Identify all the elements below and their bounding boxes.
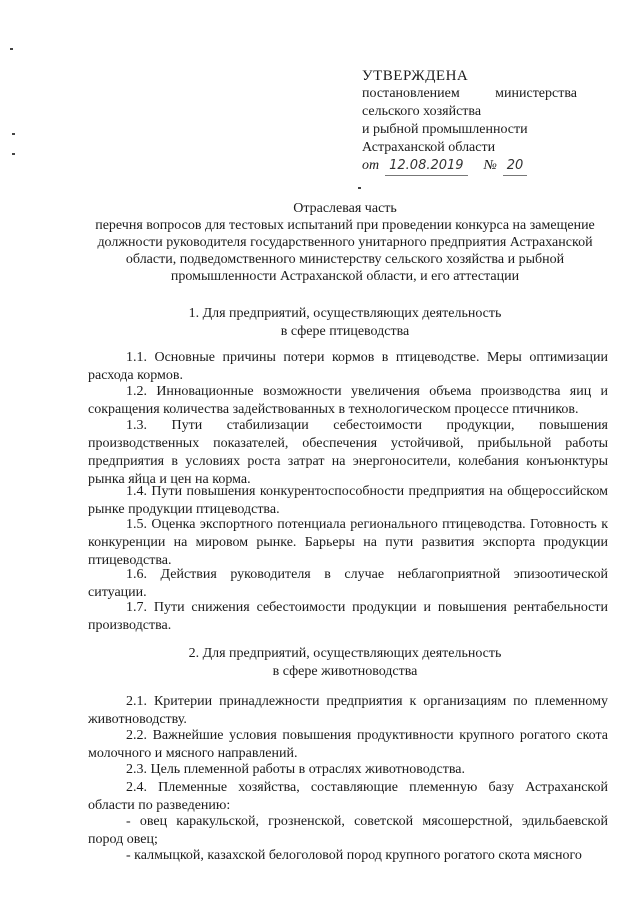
item-text: 1.5. Оценка экспортного потенциала регионального птицеводства. Готовность к конкуренции на мировом рынке. Барьеры на пути развития экспорта продукции птицеводства.: [88, 517, 608, 568]
item-text: 1.2. Инновационные возможности увеличения объема производства яиц и сокращения количества задействованных в технологическом процессе птичников.: [88, 384, 608, 417]
number-prefix: №: [483, 158, 497, 173]
section-2-heading-line-2: в сфере животноводства: [272, 664, 418, 679]
approval-line-1a: постановлением: [362, 86, 460, 101]
item-text: 1.6. Действия руководителя в случае неблагоприятной эпизоотической ситуации.: [88, 567, 608, 600]
document-title-block: [80, 200, 610, 285]
section-2-heading: [80, 645, 610, 681]
section-1-item: [88, 599, 608, 635]
approval-line-1: [362, 85, 577, 103]
item-text: 2.1. Критерии принадлежности предприятия к организациям по племенному животноводству.: [88, 694, 608, 727]
item-text: 1.3. Пути стабилизации себестоимости продукции, повышения производственных показателей, обеспечения устойчивой, прибыльной работы предприятия в условиях роста затрат на энергоносители, колебания конъюнктуры рынка яйца и цен на корма.: [88, 418, 608, 487]
scan-mark: [12, 153, 15, 155]
section-1-heading-line-1: 1. Для предприятий, осуществляющих деятельность: [188, 306, 502, 321]
approval-line-3: и рыбной промышленности: [362, 122, 528, 137]
section-1-item: [88, 417, 608, 489]
approval-line-4: Астраханской области: [362, 140, 496, 155]
scan-mark: [10, 48, 13, 50]
date-prefix: от: [362, 158, 380, 173]
item-text: 1.4. Пути повышения конкурентоспособности предприятия на общероссийском рынке продукции птицеводства.: [88, 484, 608, 517]
approval-heading: УТВЕРЖДЕНА: [362, 68, 469, 84]
handwritten-number: 20: [503, 157, 528, 176]
approval-line-1b: министерства: [495, 86, 577, 101]
item-text: - калмыцкой, казахской белоголовой пород крупного рогатого скота мясного: [126, 848, 582, 863]
section-2-item: [88, 727, 608, 763]
item-text: 1.7. Пути снижения себестоимости продукции и повышения рентабельности производства.: [88, 600, 608, 633]
section-2-item: [88, 761, 608, 779]
scan-mark: [12, 133, 15, 135]
section-2-item: [88, 847, 608, 865]
handwritten-date: 12.08.2019: [385, 157, 467, 176]
item-text: 2.4. Племенные хозяйства, составляющие племенную базу Астраханской области по разведению:: [88, 780, 608, 813]
approval-date-number: [362, 157, 577, 176]
section-1-item: [88, 483, 608, 519]
section-1-heading: [80, 305, 610, 341]
item-text: 1.1. Основные причины потери кормов в птицеводстве. Меры оптимизации расхода кормов.: [88, 350, 608, 383]
section-1-item: [88, 516, 608, 570]
section-1-item: [88, 566, 608, 602]
section-1-item: [88, 349, 608, 385]
approval-line-2: сельского хозяйства: [362, 104, 482, 119]
item-text: - овец каракульской, грозненской, советской мясошерстной, эдильбаевской пород овец;: [88, 814, 608, 847]
item-text: 2.2. Важнейшие условия повышения продуктивности крупного рогатого скота молочного и мясного направлений.: [88, 728, 608, 761]
approval-stamp: [362, 67, 577, 176]
section-2-item: [88, 779, 608, 815]
section-2-heading-line-1: 2. Для предприятий, осуществляющих деятельность: [188, 646, 502, 661]
section-2-item: [88, 813, 608, 849]
section-1-item: [88, 383, 608, 419]
scan-mark: [358, 187, 361, 189]
document-subtitle: перечня вопросов для тестовых испытаний при проведении конкурса на замещение должности руководителя государственного унитарного предприятия Астраханской области, подведомственного министерству сельского хозяйства и рыбной промышленности Астраханской области, и его аттестации: [95, 218, 595, 284]
document-title: Отраслевая часть: [293, 201, 397, 216]
item-text: 2.3. Цель племенной работы в отраслях животноводства.: [126, 762, 465, 777]
section-2-item: [88, 693, 608, 729]
section-1-heading-line-2: в сфере птицеводства: [280, 324, 410, 339]
